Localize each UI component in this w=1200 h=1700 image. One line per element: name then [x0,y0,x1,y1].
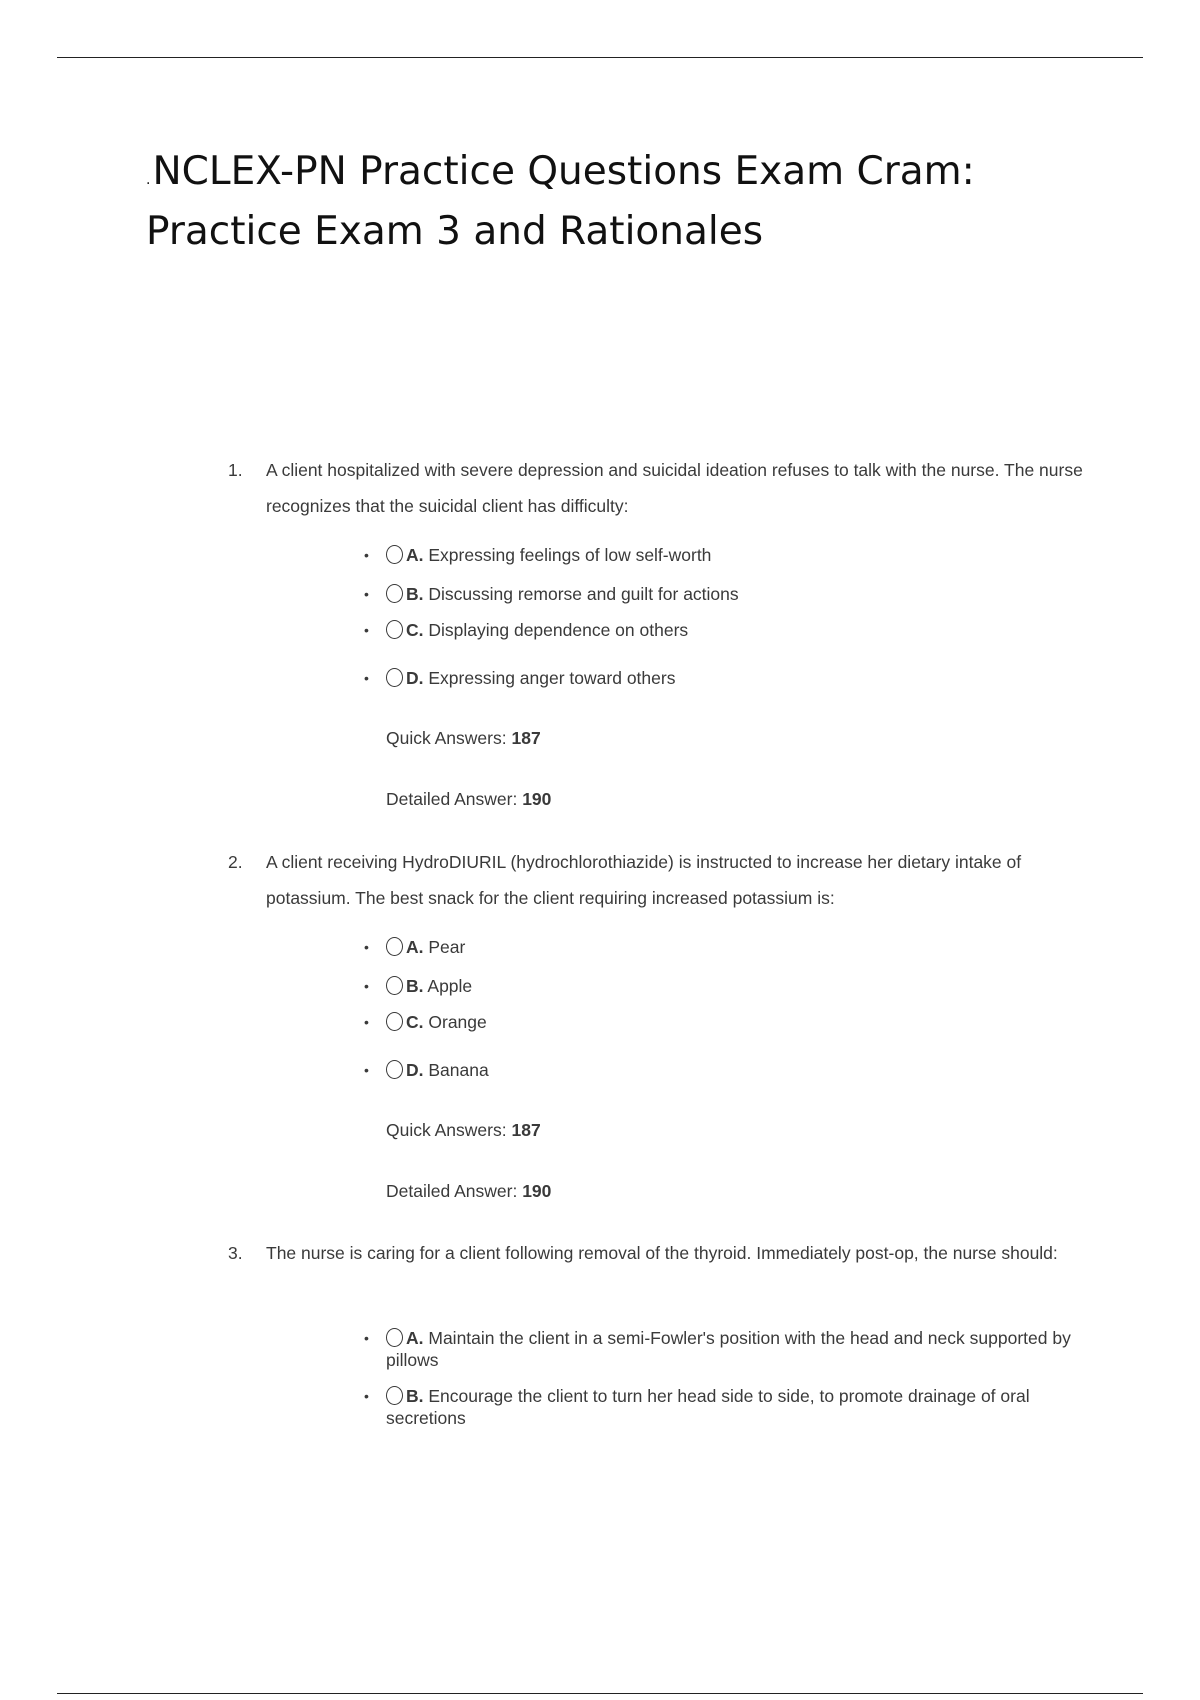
radio-button[interactable] [386,1328,403,1347]
question-3 [228,1235,1108,1428]
question-text: A client hospitalized with severe depression and suicidal ideation refuses to talk with the nurse. The nurse recognizes that the suicidal client has difficulty: [266,460,1083,516]
option-letter: A. [406,545,424,565]
radio-button[interactable] [386,584,403,603]
option-letter: B. [406,976,424,996]
option-text: Banana [428,1060,489,1080]
option-letter: C. [406,620,424,640]
radio-button[interactable] [386,1012,403,1031]
option-b[interactable] [364,975,1086,997]
detailed-answer-label: Detailed Answer: [386,789,518,809]
radio-button[interactable] [386,976,403,995]
option-a[interactable] [364,1327,1086,1371]
question-1 [228,452,1108,809]
bullet-icon: • [364,670,369,686]
option-letter: B. [406,1386,424,1406]
title-text: NCLEX-PN Practice Questions Exam Cram: Practice Exam 3 and Rationales [146,149,975,254]
quick-answers-page: 187 [511,728,541,748]
bullet-icon: • [364,622,369,638]
bullet-icon: • [364,1014,369,1030]
question-text: The nurse is caring for a client following removal of the thyroid. Immediately post-op, the nurse should: [266,1243,1058,1263]
option-letter: D. [406,668,424,688]
bullet-icon: • [364,1062,369,1078]
question-number: 1. [228,460,243,480]
detailed-answer-page: 190 [522,1181,552,1201]
quick-answers-label: Quick Answers: [386,728,507,748]
option-a[interactable] [364,936,1086,958]
detailed-answer-label: Detailed Answer: [386,1181,518,1201]
radio-button[interactable] [386,620,403,639]
question-number: 2. [228,852,243,872]
radio-button[interactable] [386,668,403,687]
question-stem [228,452,1108,524]
bullet-icon: • [364,978,369,994]
detailed-answer-ref [386,1180,551,1202]
top-rule [57,57,1143,58]
question-number: 3. [228,1243,243,1263]
option-text: Encourage the client to turn her head side to side, to promote drainage of oral secretions [386,1386,1030,1428]
bullet-icon: • [364,547,369,563]
detailed-answer-page: 190 [522,789,552,809]
radio-button[interactable] [386,545,403,564]
question-text: A client receiving HydroDIURIL (hydrochlorothiazide) is instructed to increase her dietary intake of potassium. The best snack for the client requiring increased potassium is: [266,852,1022,908]
bottom-rule [57,1693,1143,1694]
option-c[interactable] [364,1011,1086,1033]
detailed-answer-ref [386,788,551,810]
option-text: Discussing remorse and guilt for actions [428,584,739,604]
option-d[interactable] [364,667,1086,689]
question-stem [228,1235,1108,1271]
option-letter: B. [406,584,424,604]
option-letter: A. [406,1328,424,1348]
bullet-icon: • [364,1330,369,1346]
quick-answers-ref [386,727,541,749]
question-stem [228,844,1108,916]
quick-answers-label: Quick Answers: [386,1120,507,1140]
radio-button[interactable] [386,1386,403,1405]
bullet-icon: • [364,586,369,602]
title-prefix: . [146,172,151,188]
option-text: Orange [428,1012,487,1032]
option-text: Expressing feelings of low self-worth [428,545,712,565]
option-b[interactable] [364,583,1086,605]
option-text: Pear [428,937,466,957]
option-letter: A. [406,937,424,957]
option-text: Expressing anger toward others [428,668,676,688]
option-d[interactable] [364,1059,1086,1081]
bullet-icon: • [364,1388,369,1404]
radio-button[interactable] [386,1060,403,1079]
option-letter: C. [406,1012,424,1032]
option-c[interactable] [364,619,1086,641]
option-text: Maintain the client in a semi-Fowler's position with the head and neck supported by pillows [386,1328,1071,1370]
option-a[interactable] [364,544,1086,566]
document-title [146,146,1106,257]
option-b[interactable] [364,1385,1086,1429]
radio-button[interactable] [386,937,403,956]
bullet-icon: • [364,939,369,955]
option-text: Displaying dependence on others [428,620,689,640]
quick-answers-page: 187 [511,1120,541,1140]
question-2 [228,844,1108,1201]
option-letter: D. [406,1060,424,1080]
option-text: Apple [427,976,473,996]
quick-answers-ref [386,1119,541,1141]
